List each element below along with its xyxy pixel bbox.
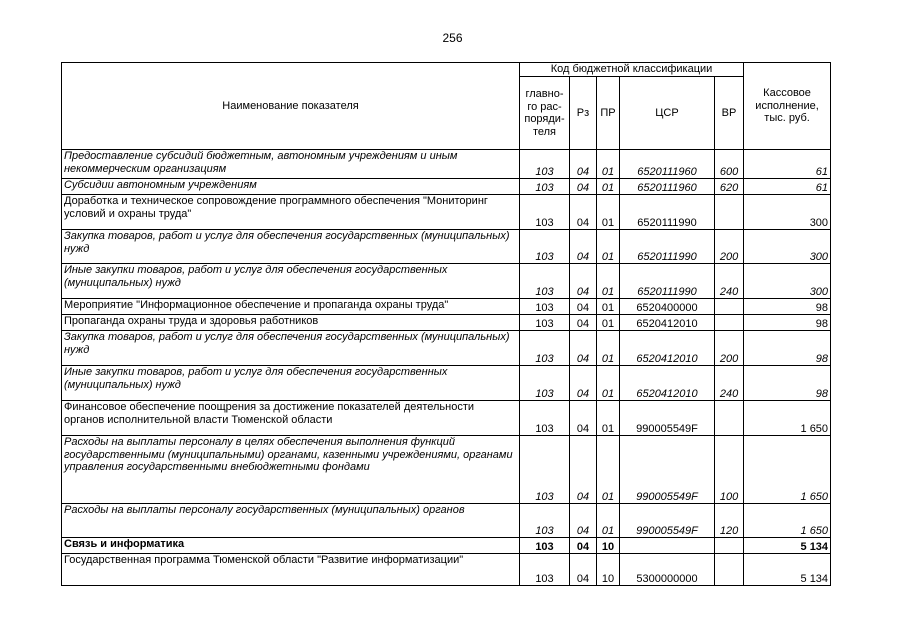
cell-vr: 100 <box>715 436 744 504</box>
table-row <box>62 264 831 299</box>
cell-amount: 1 650 <box>744 436 831 504</box>
table-row <box>62 401 831 436</box>
cell-rz: 04 <box>570 436 597 504</box>
cell-glav: 103 <box>520 538 570 554</box>
budget-table <box>61 62 831 586</box>
cell-csr: 6520111990 <box>620 230 715 264</box>
cell-pr: 01 <box>597 264 620 299</box>
cell-vr <box>715 299 744 315</box>
cell-glav: 103 <box>520 195 570 230</box>
cell-pr: 01 <box>597 230 620 264</box>
cell-glav: 103 <box>520 264 570 299</box>
cell-name: Закупка товаров, работ и услуг для обеспечения государственных (муниципальных) нужд <box>62 230 520 264</box>
cell-csr: 990005549F <box>620 504 715 538</box>
cell-amount: 5 134 <box>744 538 831 554</box>
cell-name: Расходы на выплаты персоналу в целях обеспечения выполнения функций государственными (муниципальными) органами, казенными учреждениями, органами управления государственными внебюджетными фондами <box>62 436 520 504</box>
cell-rz: 04 <box>570 366 597 401</box>
header-rz: Рз <box>570 77 597 150</box>
cell-csr: 6520412010 <box>620 366 715 401</box>
cell-name: Пропаганда охраны труда и здоровья работников <box>62 315 520 331</box>
cell-vr: 120 <box>715 504 744 538</box>
cell-vr <box>715 195 744 230</box>
header-amount: Кассовое исполнение, тыс. руб. <box>744 63 831 150</box>
cell-csr: 6520412010 <box>620 331 715 366</box>
header-name: Наименование показателя <box>62 63 520 150</box>
cell-glav: 103 <box>520 401 570 436</box>
cell-vr <box>715 554 744 586</box>
table-row <box>62 554 831 586</box>
table-row <box>62 230 831 264</box>
cell-amount: 61 <box>744 150 831 179</box>
cell-vr: 240 <box>715 366 744 401</box>
cell-csr: 990005549F <box>620 436 715 504</box>
table-row <box>62 504 831 538</box>
cell-pr: 10 <box>597 538 620 554</box>
cell-rz: 04 <box>570 554 597 586</box>
cell-glav: 103 <box>520 504 570 538</box>
cell-rz: 04 <box>570 504 597 538</box>
cell-rz: 04 <box>570 299 597 315</box>
cell-csr: 5300000000 <box>620 554 715 586</box>
table-row <box>62 179 831 195</box>
cell-amount: 98 <box>744 366 831 401</box>
cell-name: Государственная программа Тюменской области "Развитие информатизации" <box>62 554 520 586</box>
cell-rz: 04 <box>570 315 597 331</box>
cell-rz: 04 <box>570 179 597 195</box>
cell-amount: 98 <box>744 299 831 315</box>
cell-glav: 103 <box>520 299 570 315</box>
header-code-group: Код бюджетной классификации <box>520 63 744 77</box>
cell-rz: 04 <box>570 195 597 230</box>
cell-name: Закупка товаров, работ и услуг для обеспечения государственных (муниципальных) нужд <box>62 331 520 366</box>
cell-glav: 103 <box>520 331 570 366</box>
cell-rz: 04 <box>570 331 597 366</box>
table-row <box>62 195 831 230</box>
cell-csr <box>620 538 715 554</box>
cell-name: Связь и информатика <box>62 538 520 554</box>
header-csr: ЦСР <box>620 77 715 150</box>
cell-glav: 103 <box>520 179 570 195</box>
cell-pr: 01 <box>597 331 620 366</box>
cell-amount: 98 <box>744 315 831 331</box>
cell-pr: 01 <box>597 401 620 436</box>
cell-name: Финансовое обеспечение поощрения за достижение показателей деятельности органов исполнительной власти Тюменской области <box>62 401 520 436</box>
page-number: 256 <box>442 31 463 45</box>
cell-name: Предоставление субсидий бюджетным, автономным учреждениям и иным некоммерческим организациям <box>62 150 520 179</box>
cell-name: Доработка и техническое сопровождение программного обеспечения "Мониторинг условий и охраны труда" <box>62 195 520 230</box>
header-pr: ПР <box>597 77 620 150</box>
cell-glav: 103 <box>520 436 570 504</box>
cell-rz: 04 <box>570 150 597 179</box>
cell-name: Иные закупки товаров, работ и услуг для обеспечения государственных (муниципальных) нужд <box>62 264 520 299</box>
cell-amount: 1 650 <box>744 401 831 436</box>
header-vr: ВР <box>715 77 744 150</box>
cell-csr: 6520111990 <box>620 195 715 230</box>
cell-amount: 300 <box>744 230 831 264</box>
table-row <box>62 538 831 554</box>
cell-csr: 6520111960 <box>620 150 715 179</box>
cell-vr <box>715 401 744 436</box>
cell-vr <box>715 538 744 554</box>
cell-amount: 98 <box>744 331 831 366</box>
table-row <box>62 315 831 331</box>
cell-amount: 61 <box>744 179 831 195</box>
cell-vr: 600 <box>715 150 744 179</box>
cell-rz: 04 <box>570 264 597 299</box>
table-body <box>62 150 831 586</box>
cell-rz: 04 <box>570 401 597 436</box>
cell-csr: 990005549F <box>620 401 715 436</box>
cell-name: Мероприятие "Информационное обеспечение и пропаганда охраны труда" <box>62 299 520 315</box>
cell-vr: 200 <box>715 331 744 366</box>
cell-name: Иные закупки товаров, работ и услуг для обеспечения государственных (муниципальных) нужд <box>62 366 520 401</box>
cell-csr: 6520111960 <box>620 179 715 195</box>
cell-glav: 103 <box>520 230 570 264</box>
cell-name: Расходы на выплаты персоналу государственных (муниципальных) органов <box>62 504 520 538</box>
cell-pr: 01 <box>597 504 620 538</box>
table-row <box>62 150 831 179</box>
cell-vr <box>715 315 744 331</box>
cell-vr: 620 <box>715 179 744 195</box>
table-row <box>62 299 831 315</box>
cell-glav: 103 <box>520 315 570 331</box>
cell-pr: 01 <box>597 299 620 315</box>
cell-amount: 300 <box>744 264 831 299</box>
table-row <box>62 366 831 401</box>
cell-csr: 6520412010 <box>620 315 715 331</box>
cell-csr: 6520400000 <box>620 299 715 315</box>
cell-pr: 01 <box>597 195 620 230</box>
cell-pr: 01 <box>597 179 620 195</box>
cell-glav: 103 <box>520 150 570 179</box>
cell-vr: 200 <box>715 230 744 264</box>
cell-glav: 103 <box>520 366 570 401</box>
cell-rz: 04 <box>570 230 597 264</box>
cell-amount: 300 <box>744 195 831 230</box>
cell-pr: 01 <box>597 315 620 331</box>
cell-rz: 04 <box>570 538 597 554</box>
header-glav: главно- го рас- поряди- теля <box>520 77 570 150</box>
table-row <box>62 436 831 504</box>
cell-pr: 01 <box>597 366 620 401</box>
cell-amount: 5 134 <box>744 554 831 586</box>
cell-glav: 103 <box>520 554 570 586</box>
table-row <box>62 331 831 366</box>
cell-pr: 01 <box>597 150 620 179</box>
cell-name: Субсидии автономным учреждениям <box>62 179 520 195</box>
cell-pr: 01 <box>597 436 620 504</box>
cell-vr: 240 <box>715 264 744 299</box>
cell-amount: 1 650 <box>744 504 831 538</box>
cell-pr: 10 <box>597 554 620 586</box>
cell-csr: 6520111990 <box>620 264 715 299</box>
